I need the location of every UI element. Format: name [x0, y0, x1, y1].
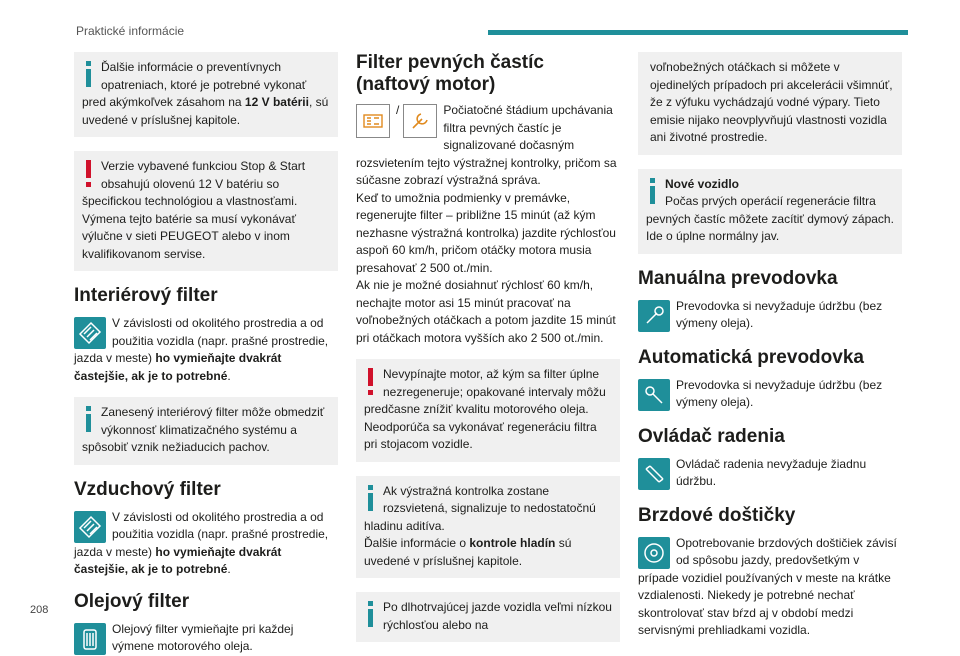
oil-filter-text: Olejový filter vymieňajte pri každej výmene motorového oleja.: [74, 621, 338, 656]
info-box-additive: Ak výstražná kontrolka zostane rozsvietená, signalizuje to nedostatočnú hladinu aditíva. Ďalšie informácie o kontrole hladín sú uvedené v príslušnej kapitole.: [356, 476, 620, 579]
info-box-interior-filter: Zanesený interiérový filter môže obmedziť výkonnosť klimatizačného systému a spôsobiť vznik nežiaducich pachov.: [74, 397, 338, 465]
heading-interior-filter: Interiérový filter: [74, 285, 218, 306]
air-filter-icon: [74, 511, 106, 543]
heading-gear-lever: Ovládač radenia: [638, 425, 785, 447]
info-icon: [646, 176, 662, 210]
warning-box-regeneration: Nevypínajte motor, až kým sa filter úplne nezregeneruje; opakované intervaly môžu predčasne znížiť kvalitu motorového oleja. Neodporúča sa vykonávať regeneráciu filtra pri stojacom vozidle.: [356, 359, 620, 462]
manual-gearbox-text: Prevodovka si nevyžaduje údržbu (bez výmeny oleja).: [638, 298, 902, 333]
gearbox-icon: [638, 300, 670, 332]
service-wrench-icon: [403, 104, 437, 138]
heading-automatic-gearbox: Automatická prevodovka: [638, 346, 864, 368]
warning-icon: [364, 366, 380, 400]
column-1: [74, 52, 338, 656]
brake-pads-text: Opotrebovanie brzdových doštičiek závisí od spôsobu jazdy, predovšetkým v prípade vozidiel používaných v meste na krátke vzdialenosti. Niekedy je potrebné nechať skontrolovať stav bŕzd aj v období medzi servisnými prehliadkami vozidla.: [638, 535, 897, 637]
column-3: [638, 52, 902, 640]
gear-lever-icon: [638, 458, 670, 490]
filter-icon: [74, 317, 106, 349]
oil-filter-icon: [74, 623, 106, 655]
info-icon: [364, 483, 380, 517]
info-box-low-speed: Po dlhotrvajúcej jazde vozidla veľmi nízkou rýchlosťou alebo na: [356, 592, 620, 642]
heading-air-filter: Vzduchový filter: [74, 478, 221, 500]
page-number: 208: [30, 604, 49, 616]
warning-icon: [82, 158, 98, 192]
warning-box-stop-start: Verzie vybavené funkciou Stop & Start obsahujú olovenú 12 V batériu so špecifickou technológiou a vlastnosťami. Výmena tejto batérie sa musí vykonávať výlučne v sieti PEUGEOT alebo v inom kvalifikovanom servise.: [74, 151, 338, 271]
heading-particle-filter: Filter pevných častíc (naftový motor): [356, 52, 544, 95]
info-box-battery: Ďalšie informácie o preventívnych opatreniach, ktoré je potrebné vykonať pred akýmkoľvek zásahom na 12 V batérii, sú uvedené v príslušnej kapitole.: [74, 52, 338, 137]
air-filter-text: V závislosti od okolitého prostredia a od použitia vozidla (napr. prašné prostredie, jazda v meste) ho vymieňajte dvakrát častejšie, ak je to potrebné.: [74, 509, 329, 576]
info-box-continued: voľnobežných otáčkach si môžete v ojedinelých prípadoch pri akcelerácii všimnúť, že z výfuku vychádzajú vodné výpary. Tieto emisie nijako neovplyvňujú vlastnosti vozidla ani životné prostredie.: [638, 52, 902, 155]
running-header: Praktické informácie: [76, 24, 185, 38]
column-2: [356, 52, 620, 656]
particle-filter-text: / Počiatočné štádium upchávania filtra pevných častíc je signalizované dočasným rozsvietením tejto výstražnej kontrolky, pričom sa súčasne zobrazí výstražná správa. Keď to umožnia podmienky v premávke, regenerujte filter – približne 15 minút (až kým nezhasne výstražná kontrolka) jazdite rýchlosťou aspoň 60 km/h, pričom otáčky motora musia presahovať 2 500 ot./min. Ak nie je možné dosiahnuť rýchlosť 60 km/h, nechajte motor asi 15 minút pracovať na voľnobežných otáčkach a potom jazdite 15 minút pri otáčkach motora vyšších ako 2 500 ot./min.: [356, 103, 617, 345]
info-icon: [82, 404, 98, 438]
gear-lever-text: Ovládač radenia nevyžaduje žiadnu údržbu.: [638, 456, 902, 491]
brake-pads-icon: [638, 537, 670, 569]
heading-oil-filter: Olejový filter: [74, 590, 190, 612]
info-box-new-vehicle: Nové vozidlo Počas prvých operácií regenerácie filtra pevných častíc môžete zacítiť dymový zápach. Ide o úplne normálny jav.: [638, 169, 902, 254]
info-icon: [82, 59, 98, 93]
automatic-gearbox-text: Prevodovka si nevyžaduje údržbu (bez výmeny oleja).: [638, 377, 902, 412]
heading-brake-pads: Brzdové doštičky: [638, 504, 796, 526]
particle-filter-warning-icon: [356, 104, 390, 138]
automatic-gearbox-icon: [638, 379, 670, 411]
interior-filter-text: V závislosti od okolitého prostredia a od použitia vozidla (napr. prašné prostredie, jazda v meste) ho vymieňajte dvakrát častejšie, ak je to potrebné.: [74, 316, 329, 383]
header-accent-bar: [488, 30, 908, 35]
info-icon: [364, 599, 380, 633]
heading-manual-gearbox: Manuálna prevodovka: [638, 267, 838, 289]
